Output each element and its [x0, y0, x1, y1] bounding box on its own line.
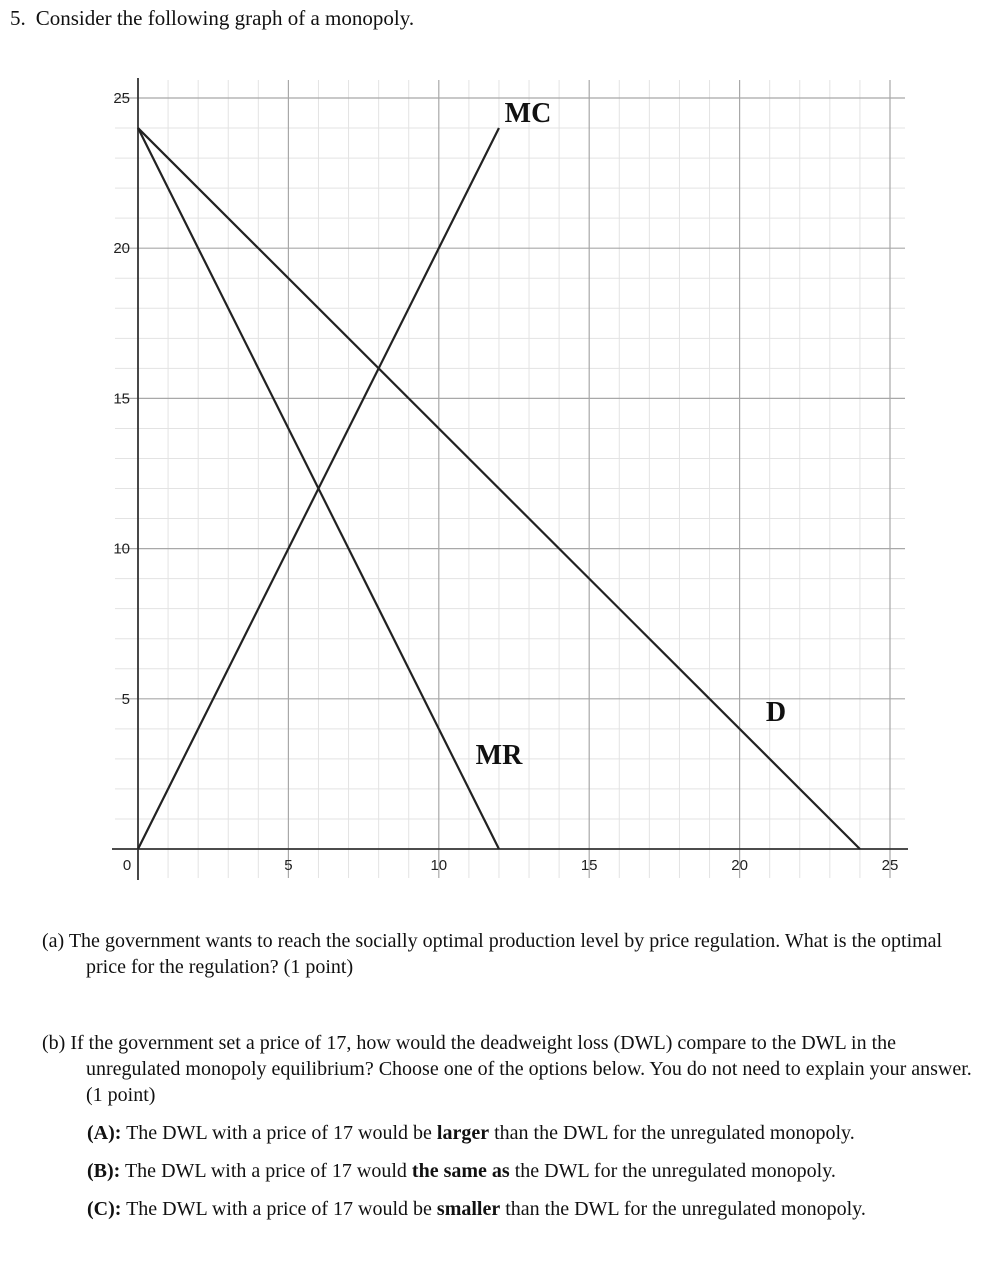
part-b-marker: (b) — [42, 1032, 66, 1054]
x-tick-label-25: 25 — [881, 857, 899, 874]
part-b-text: If the government set a price of 17, how would the deadweight loss (DWL) compare to the DWL in the unregulated monopoly equilibrium? Choose one of the options below. You do not need to explain your answer. (1 point) — [70, 1032, 972, 1106]
x-tick-label-20: 20 — [731, 857, 748, 874]
y-tick-label-10: 10 — [113, 540, 130, 558]
answer-options — [87, 1120, 982, 1234]
option-b-emph: the same as — [411, 1160, 510, 1182]
x-tick-label-15: 15 — [580, 857, 598, 874]
label-mr: MR — [475, 740, 523, 771]
part-a — [42, 928, 977, 980]
part-a-text: The government wants to reach the socially optimal production level by price regulation. What is the optimal price for the regulation? (1 point) — [68, 930, 943, 978]
option-b[interactable] — [87, 1158, 982, 1184]
origin-label: 0 — [122, 857, 132, 874]
option-b-pre: The DWL with a price of 17 would — [124, 1160, 407, 1182]
label-d: D — [765, 697, 787, 728]
part-b — [42, 1030, 977, 1108]
option-a[interactable] — [87, 1120, 982, 1146]
option-a-emph: larger — [436, 1122, 490, 1144]
option-c[interactable] — [87, 1196, 982, 1222]
label-mc: MC — [504, 98, 552, 129]
option-a-key: (A): — [87, 1122, 122, 1144]
option-a-pre: The DWL with a price of 17 would be — [126, 1122, 432, 1144]
option-b-key: (B): — [87, 1160, 121, 1182]
question-prompt: Consider the following graph of a monopoly. — [35, 6, 415, 30]
y-tick-label-5: 5 — [121, 690, 130, 708]
option-c-post: than the DWL for the unregulated monopoly. — [505, 1198, 866, 1220]
y-tick-label-15: 15 — [113, 390, 130, 408]
y-tick-label-20: 20 — [113, 240, 130, 258]
option-b-post: the DWL for the unregulated monopoly. — [514, 1160, 836, 1182]
option-a-post: than the DWL for the unregulated monopoly. — [494, 1122, 855, 1144]
x-tick-label-5: 5 — [284, 857, 293, 874]
option-c-emph: smaller — [436, 1198, 501, 1220]
part-a-marker: (a) — [42, 930, 65, 952]
question-number: 5. — [10, 6, 26, 30]
y-tick-label-25: 25 — [113, 90, 130, 107]
option-c-key: (C): — [87, 1198, 122, 1220]
x-tick-label-10: 10 — [430, 857, 448, 874]
option-c-pre: The DWL with a price of 17 would be — [126, 1198, 432, 1220]
